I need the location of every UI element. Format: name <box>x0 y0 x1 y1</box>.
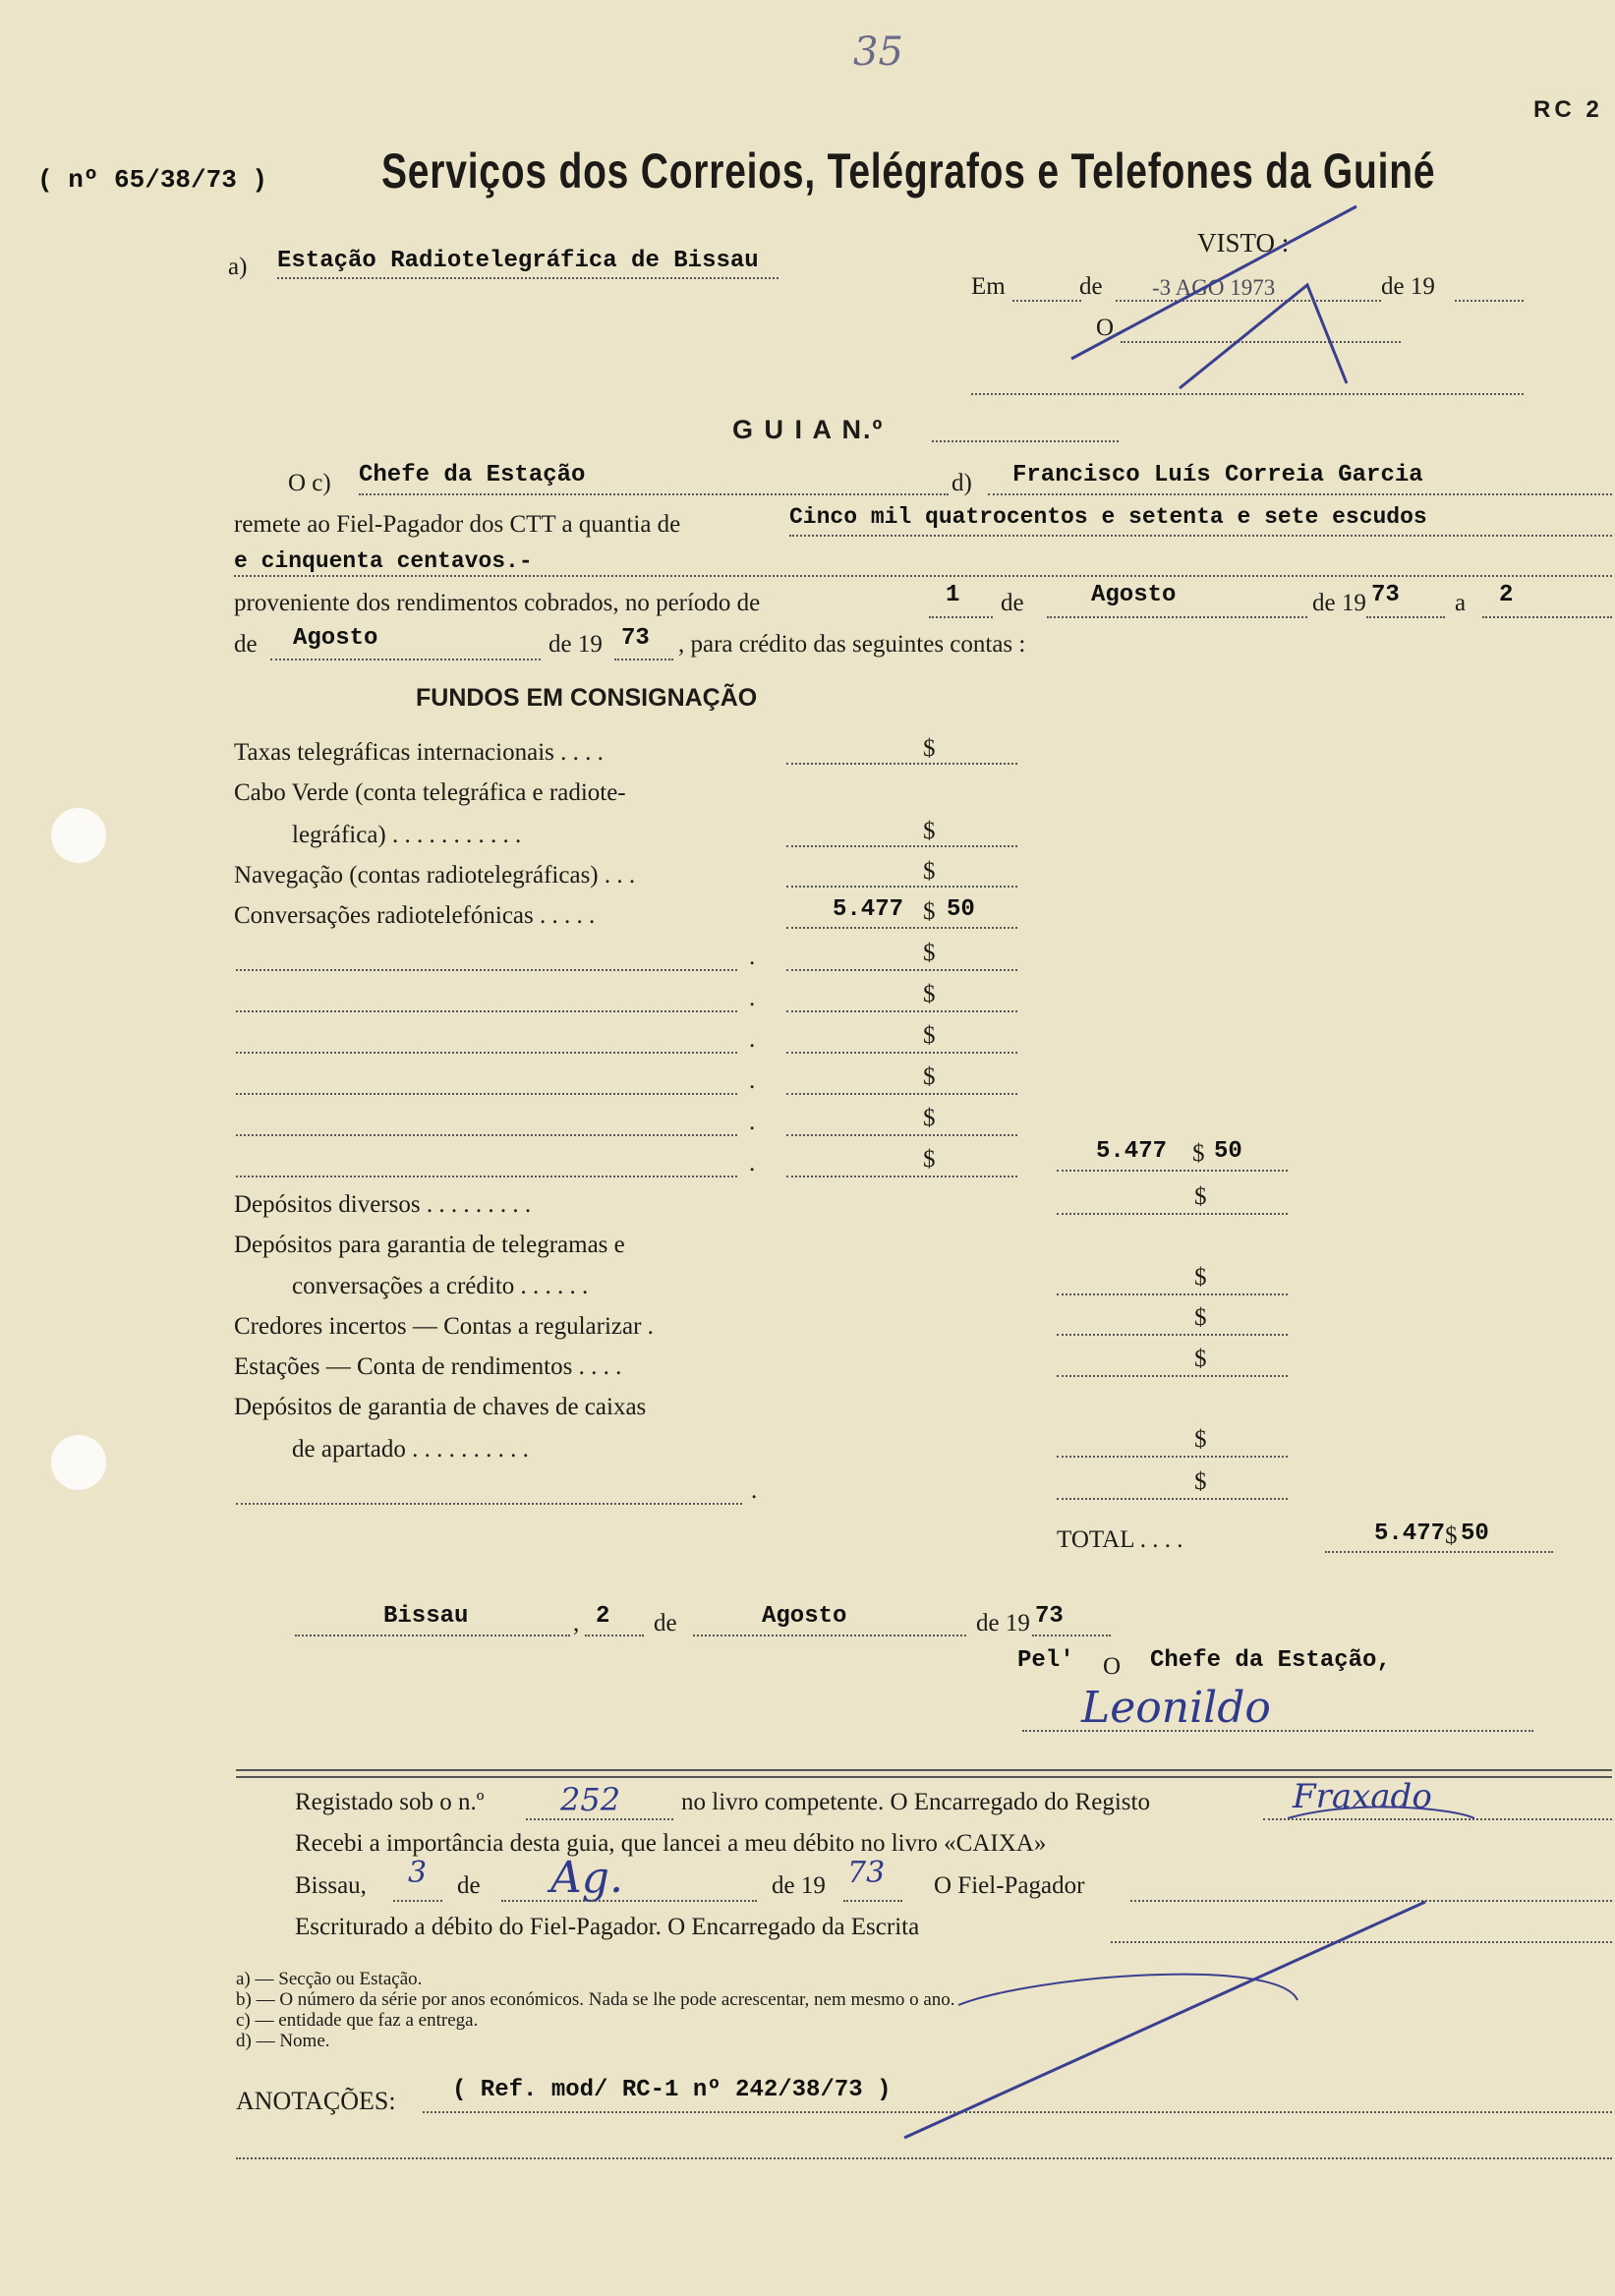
remitter-prefix: O c) <box>288 470 331 496</box>
period-from-day: 1 <box>946 582 960 608</box>
note-d: d) — Nome. <box>236 2031 330 2051</box>
remitter-role-line <box>359 493 949 495</box>
amount-words-1: Cinco mil quatrocentos e setenta e sete escudos <box>789 504 1427 530</box>
register-line1-a: Registado sob o n.º <box>295 1789 485 1815</box>
register-diagonal-stroke <box>904 1902 1425 2138</box>
subtotal-line <box>1057 1170 1288 1172</box>
blank-line-5-amount <box>786 1134 1017 1136</box>
place-date-day-line <box>585 1635 644 1636</box>
period-from-month: Agosto <box>1091 582 1177 608</box>
visto-de2: de 19 <box>1381 273 1435 300</box>
anotacoes-value: ( Ref. mod/ RC-1 nº 242/38/73 ) <box>452 2077 892 2103</box>
fundo-caboverde-label2: legráfica) . . . . . . . . . . . <box>292 822 522 848</box>
blank-line-5-label <box>236 1134 737 1136</box>
period-year-prefix-2: de 19 <box>548 631 603 658</box>
other-credores-line <box>1057 1334 1288 1336</box>
fundo-conversacoes-line <box>786 927 1017 929</box>
register-number-line <box>526 1818 673 1820</box>
period-de-a: de <box>1001 590 1024 616</box>
other-blank-currency: $ <box>1194 1468 1207 1495</box>
place-date-month: Agosto <box>762 1603 847 1630</box>
blank-line-3-amount <box>786 1052 1017 1054</box>
other-estacoes-label: Estações — Conta de rendimentos . . . . <box>234 1353 622 1380</box>
fundo-conversacoes-amount: 5.477 <box>833 896 904 923</box>
register-line4: Escriturado a débito do Fiel-Pagador. O Encarregado da Escrita <box>295 1914 920 1940</box>
other-blank-label-line <box>236 1503 742 1505</box>
blank-line-6-currency: $ <box>923 1146 936 1173</box>
visto-stamp-date: -3 AGO 1973 <box>1152 275 1276 300</box>
register-month: Ag. <box>550 1853 623 1903</box>
document-title: Serviços dos Correios, Telégrafos e Telefones da Guiné <box>381 144 1436 199</box>
blank-line-2-label <box>236 1010 737 1012</box>
total-amount: 5.477 <box>1374 1521 1446 1547</box>
other-chaves-label: Depósitos de garantia de chaves de caixas <box>234 1394 647 1420</box>
note-a: a) — Secção ou Estação. <box>236 1969 423 1989</box>
place-date-month-line <box>693 1635 966 1636</box>
blank-line-6-label <box>236 1176 737 1177</box>
signatory-signature: Leonildo <box>1081 1683 1271 1733</box>
visto-label: VISTO : <box>1197 228 1290 258</box>
visto-o: O <box>1096 315 1115 341</box>
blank-line-6-dot: . <box>749 1150 756 1177</box>
punch-hole-bottom <box>51 1435 106 1490</box>
remittance-text: remete ao Fiel-Pagador dos CTT a quantia de <box>234 511 681 538</box>
period-a-label: a <box>1455 590 1467 616</box>
period-de-b: de <box>234 631 258 658</box>
register-number: 252 <box>560 1781 621 1818</box>
other-blank-amount-line <box>1057 1498 1288 1500</box>
blank-line-1-dot: . <box>749 944 756 970</box>
period-from-year: 73 <box>1371 582 1400 608</box>
blank-line-5-currency: $ <box>923 1105 936 1131</box>
other-garantia-telegramas-label: Depósitos para garantia de telegramas e <box>234 1232 625 1258</box>
other-chaves-line <box>1057 1456 1288 1458</box>
other-chaves-currency: $ <box>1194 1426 1207 1453</box>
amount-words-2: e cinquenta centavos.- <box>234 548 533 574</box>
visto-em-line <box>1012 300 1081 302</box>
fundo-conversacoes-label: Conversações radiotelefónicas . . . . . <box>234 902 596 929</box>
blank-line-4-amount <box>786 1093 1017 1095</box>
signatory-o: O <box>1103 1653 1122 1680</box>
register-signature-line <box>1263 1818 1612 1820</box>
other-blank-dot: . <box>751 1477 758 1504</box>
note-c: c) — entidade que faz a entrega. <box>236 2010 479 2031</box>
blank-line-2-currency: $ <box>923 981 936 1007</box>
other-garantia-telegramas-currency: $ <box>1194 1264 1207 1291</box>
period-to-year: 73 <box>621 625 650 652</box>
other-credores-label: Credores incertos — Contas a regularizar . <box>234 1313 654 1340</box>
blank-line-3-currency: $ <box>923 1022 936 1049</box>
period-year-prefix-1: de 19 <box>1312 590 1366 616</box>
total-label: TOTAL . . . . <box>1057 1526 1183 1553</box>
blank-line-5-dot: . <box>749 1109 756 1135</box>
blank-line-2-amount <box>786 1010 1017 1012</box>
fundo-navegacao-currency: $ <box>923 858 936 885</box>
other-estacoes-currency: $ <box>1194 1346 1207 1372</box>
place-comma: , <box>573 1610 580 1636</box>
serial-number: ( nº 65/38/73 ) <box>37 165 268 195</box>
period-to-year-line <box>614 659 673 660</box>
register-line3-year-prefix: de 19 <box>772 1872 826 1899</box>
other-depositos-diversos-label: Depósitos diversos . . . . . . . . . <box>234 1191 532 1218</box>
note-b: b) — O número da série por anos económicos. Nada se lhe pode acrescentar, nem mesmo o ano. <box>236 1989 955 2010</box>
amount-words-line-2 <box>234 575 1612 577</box>
station-line <box>277 277 779 279</box>
blank-line-1-currency: $ <box>923 940 936 966</box>
place-line <box>295 1635 570 1636</box>
signatory-line <box>1022 1730 1533 1732</box>
other-estacoes-line <box>1057 1375 1288 1377</box>
register-fiel-pagador-line <box>1130 1900 1612 1902</box>
fundo-conversacoes-cents: 50 <box>947 896 975 923</box>
register-line3-a: Bissau, <box>295 1872 367 1899</box>
period-from-year-line <box>1366 616 1445 618</box>
subtotal-amount: 5.477 <box>1096 1138 1168 1165</box>
remitter-role: Chefe da Estação <box>359 462 586 488</box>
register-year: 73 <box>847 1856 886 1890</box>
signatory-role: Chefe da Estação, <box>1150 1647 1391 1674</box>
visto-em: Em <box>971 273 1006 300</box>
place-date-de: de <box>654 1610 677 1636</box>
blank-line-6-amount <box>786 1176 1017 1177</box>
handwritten-page-number: 35 <box>853 29 903 75</box>
fundo-taxas-currency: $ <box>923 735 936 762</box>
register-signature: Fraxado <box>1293 1777 1432 1816</box>
period-to-month-line <box>270 659 541 660</box>
period-to-month: Agosto <box>293 625 378 652</box>
guia-label: G U I A N.º <box>732 415 885 444</box>
period-text: proveniente dos rendimentos cobrados, no período de <box>234 590 761 616</box>
visto-sign-line <box>971 393 1524 395</box>
blank-line-4-dot: . <box>749 1067 756 1094</box>
anotacoes-line-2 <box>236 2157 1612 2159</box>
period-to-day: 2 <box>1499 582 1514 608</box>
period-suffix: , para crédito das seguintes contas : <box>678 631 1026 658</box>
signatory-pel: Pel' <box>1017 1647 1074 1674</box>
amount-words-line-1 <box>789 535 1612 537</box>
fundo-caboverde-label: Cabo Verde (conta telegráfica e radiote- <box>234 779 626 806</box>
fundo-caboverde-currency: $ <box>923 818 936 844</box>
blank-line-1-label <box>236 969 737 971</box>
fundo-conversacoes-currency: $ <box>923 898 936 925</box>
anotacoes-label: ANOTAÇÕES: <box>236 2087 396 2115</box>
other-garantia-telegramas-label2: conversações a crédito . . . . . . <box>292 1273 589 1299</box>
fundo-taxas-label: Taxas telegráficas internacionais . . . . <box>234 739 604 766</box>
remitter-d-label: d) <box>952 470 972 496</box>
fundo-caboverde-line <box>786 845 1017 847</box>
place-date-year-line <box>1032 1635 1111 1636</box>
blank-line-4-label <box>236 1093 737 1095</box>
subtotal-cents: 50 <box>1214 1138 1242 1165</box>
punch-hole-top <box>51 808 106 863</box>
other-depositos-diversos-currency: $ <box>1194 1183 1207 1210</box>
visto-de1: de <box>1079 273 1103 300</box>
blank-line-3-label <box>236 1052 737 1054</box>
place: Bissau <box>383 1603 469 1630</box>
register-month-line <box>501 1900 757 1902</box>
register-escrita-line <box>1111 1941 1612 1943</box>
fundo-navegacao-label: Navegação (contas radiotelegráficas) . . . <box>234 862 636 889</box>
visto-year-line <box>1455 300 1524 302</box>
register-line1-b: no livro competente. O Encarregado do Registo <box>681 1789 1150 1815</box>
station-prefix: a) <box>228 254 248 280</box>
blank-line-4-currency: $ <box>923 1063 936 1090</box>
guia-number-line <box>932 440 1119 442</box>
register-day: 3 <box>408 1856 428 1890</box>
period-to-day-line <box>1482 616 1612 618</box>
period-from-month-line <box>1047 616 1307 618</box>
register-day-line <box>393 1900 442 1902</box>
remitter-name: Francisco Luís Correia Garcia <box>1012 462 1423 488</box>
total-line <box>1325 1551 1553 1553</box>
period-from-day-line <box>929 616 993 618</box>
total-cents: 50 <box>1461 1521 1489 1547</box>
place-date-day: 2 <box>596 1603 610 1630</box>
section-title: FUNDOS EM CONSIGNAÇÃO <box>416 684 758 712</box>
station-value: Estação Radiotelegráfica de Bissau <box>277 248 759 274</box>
fundo-navegacao-line <box>786 886 1017 888</box>
register-line2: Recebi a importância desta guia, que lancei a meu débito no livro «CAIXA» <box>295 1830 1047 1857</box>
blank-line-2-dot: . <box>749 985 756 1011</box>
remitter-name-line <box>988 493 1612 495</box>
place-date-year: 73 <box>1035 1603 1064 1630</box>
subtotal-currency: $ <box>1192 1140 1205 1167</box>
other-chaves-label2: de apartado . . . . . . . . . . <box>292 1436 529 1463</box>
other-depositos-diversos-line <box>1057 1213 1288 1215</box>
register-year-line <box>843 1900 902 1902</box>
blank-line-1-amount <box>786 969 1017 971</box>
blank-line-3-dot: . <box>749 1026 756 1053</box>
visto-o-line <box>1121 341 1401 343</box>
anotacoes-line-1 <box>423 2111 1612 2113</box>
separator-rule-1 <box>236 1769 1612 1771</box>
fundo-taxas-line <box>786 763 1017 765</box>
other-credores-currency: $ <box>1194 1304 1207 1331</box>
register-line3-b: O Fiel-Pagador <box>934 1872 1085 1899</box>
form-code: RC 2 <box>1533 96 1603 123</box>
total-currency: $ <box>1445 1522 1458 1549</box>
place-date-year-prefix: de 19 <box>976 1610 1030 1636</box>
other-garantia-telegramas-line <box>1057 1293 1288 1295</box>
register-line3-de: de <box>457 1872 481 1899</box>
